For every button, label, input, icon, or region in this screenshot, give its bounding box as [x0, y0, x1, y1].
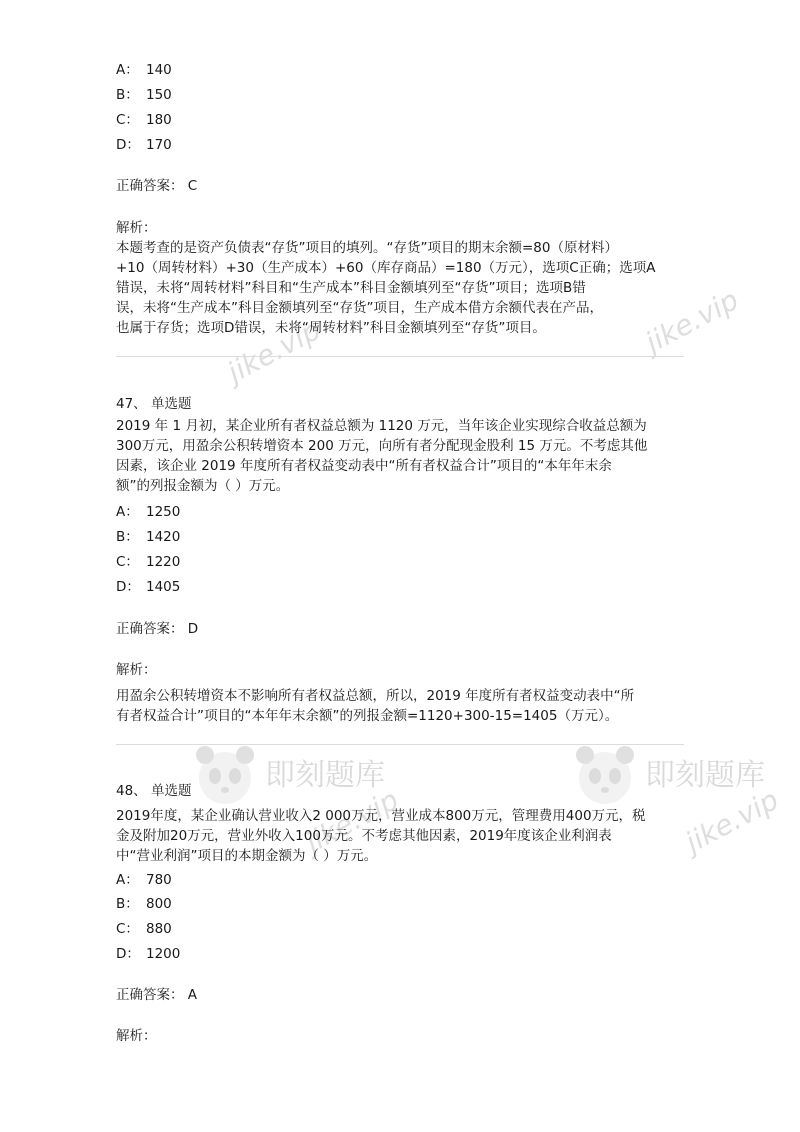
stem-line: 2019 年 1 月初，某企业所有者权益总额为 1120 万元，当年该企业实现综合收益总额为 [116, 418, 647, 434]
q48-option-c [116, 919, 172, 939]
stem-line: 因素，该企业 2019 年度所有者权益变动表中“所有者权益合计”项目的“本年年末余 [116, 458, 612, 474]
q46-option-b [116, 85, 172, 105]
analysis-line: 有者权益合计”项目的“本年年末余额”的列报金额=1120+300-15=1405（万元）。 [116, 708, 619, 724]
option-value: 1420 [146, 529, 181, 545]
question-type: 单选题 [150, 396, 192, 412]
q48-analysis-label: 解析： [116, 1028, 157, 1044]
q47-answer [116, 619, 198, 639]
q47-analysis [116, 686, 688, 726]
q47-stem [116, 416, 688, 496]
option-value: 800 [146, 896, 172, 912]
q46-option-d [116, 135, 172, 155]
option-label: D： [116, 946, 140, 962]
answer-label: 正确答案： [116, 178, 184, 194]
watermark-url: jike.vip [680, 783, 784, 860]
option-value: 880 [146, 921, 172, 937]
option-label: D： [116, 579, 140, 595]
option-label: B： [116, 896, 139, 912]
analysis-line: 用盈余公积转增资本不影响所有者权益总额，所以，2019 年度所有者权益变动表中“所 [116, 688, 635, 704]
analysis-line: 误，未将“生产成本”科目金额填列至“存货”项目，生产成本借方余额代表在产品， [116, 300, 603, 316]
analysis-line: 错误，未将“周转材料”科目和“生产成本”科目金额填列至“存货”项目；选项B错 [116, 280, 586, 296]
option-value: 180 [146, 112, 172, 128]
option-value: 1200 [146, 946, 181, 962]
divider [116, 356, 684, 357]
option-value: 150 [146, 87, 172, 103]
question-type: 单选题 [150, 783, 192, 799]
option-value: 780 [146, 872, 172, 888]
q48-option-a [116, 870, 172, 890]
q48-answer [116, 985, 197, 1005]
stem-line: 金及附加20万元，营业外收入100万元。不考虑其他因素，2019年度该企业利润表 [116, 828, 612, 844]
option-label: D： [116, 137, 140, 153]
divider [116, 744, 684, 745]
q46-analysis-label: 解析： [116, 220, 157, 236]
option-label: B： [116, 87, 139, 103]
q48-stem [116, 806, 688, 866]
watermark-url: jike.vip [640, 283, 744, 360]
stem-line: 2019年度，某企业确认营业收入2 000万元，营业成本800万元，管理费用400万元，税 [116, 808, 646, 824]
option-label: A： [116, 872, 139, 888]
option-label: C： [116, 921, 139, 937]
analysis-line: +10（周转材料）+30（生产成本）+60（库存商品）=180（万元），选项C正确；选项A [116, 260, 656, 276]
option-label: B： [116, 529, 139, 545]
option-value: 1220 [146, 554, 181, 570]
q47-header [116, 394, 191, 414]
watermark-cn: 即刻题库 [645, 758, 765, 793]
watermark-4 [570, 740, 784, 860]
watermark-url: jike.vip [300, 783, 404, 860]
analysis-line: 本题考查的是资产负债表“存货”项目的填列。“存货”项目的期末余额=80（原材料） [116, 240, 618, 256]
question-number: 47、 [116, 396, 147, 412]
answer-label: 正确答案： [116, 621, 184, 637]
q47-analysis-label: 解析： [116, 662, 157, 678]
q46-option-c [116, 110, 172, 130]
answer-label: 正确答案： [116, 987, 184, 1003]
watermark-url: jike.vip [222, 313, 326, 390]
answer-value: D [187, 621, 199, 637]
q46-answer [116, 176, 197, 196]
q47-option-c [116, 552, 180, 572]
option-label: A： [116, 504, 139, 520]
stem-line: 额”的列报金额为（ ）万元。 [116, 478, 290, 494]
option-label: C： [116, 554, 139, 570]
q47-option-a [116, 502, 180, 522]
answer-value: C [187, 178, 198, 194]
q47-option-d [116, 577, 180, 597]
q48-option-d [116, 944, 180, 964]
q46-option-a [116, 60, 172, 80]
option-value: 1405 [146, 579, 181, 595]
answer-value: A [187, 987, 198, 1003]
stem-line: 中“营业利润”项目的本期金额为（ ）万元。 [116, 848, 378, 864]
panda-logo-icon [570, 740, 640, 810]
panda-logo-icon [190, 740, 260, 810]
option-label: A： [116, 62, 139, 78]
analysis-line: 也属于存货；选项D错误，未将“周转材料”科目金额填列至“存货”项目。 [116, 320, 546, 336]
watermark-cn: 即刻题库 [265, 758, 385, 793]
stem-line: 300万元，用盈余公积转增资本 200 万元，向所有者分配现金股利 15 万元。不考虑其他 [116, 438, 648, 454]
q46-analysis [116, 238, 688, 338]
q48-option-b [116, 894, 172, 914]
option-value: 170 [146, 137, 172, 153]
q47-option-b [116, 527, 180, 547]
option-value: 140 [146, 62, 172, 78]
q48-header [116, 781, 191, 801]
question-number: 48、 [116, 783, 147, 799]
option-label: C： [116, 112, 139, 128]
option-value: 1250 [146, 504, 181, 520]
